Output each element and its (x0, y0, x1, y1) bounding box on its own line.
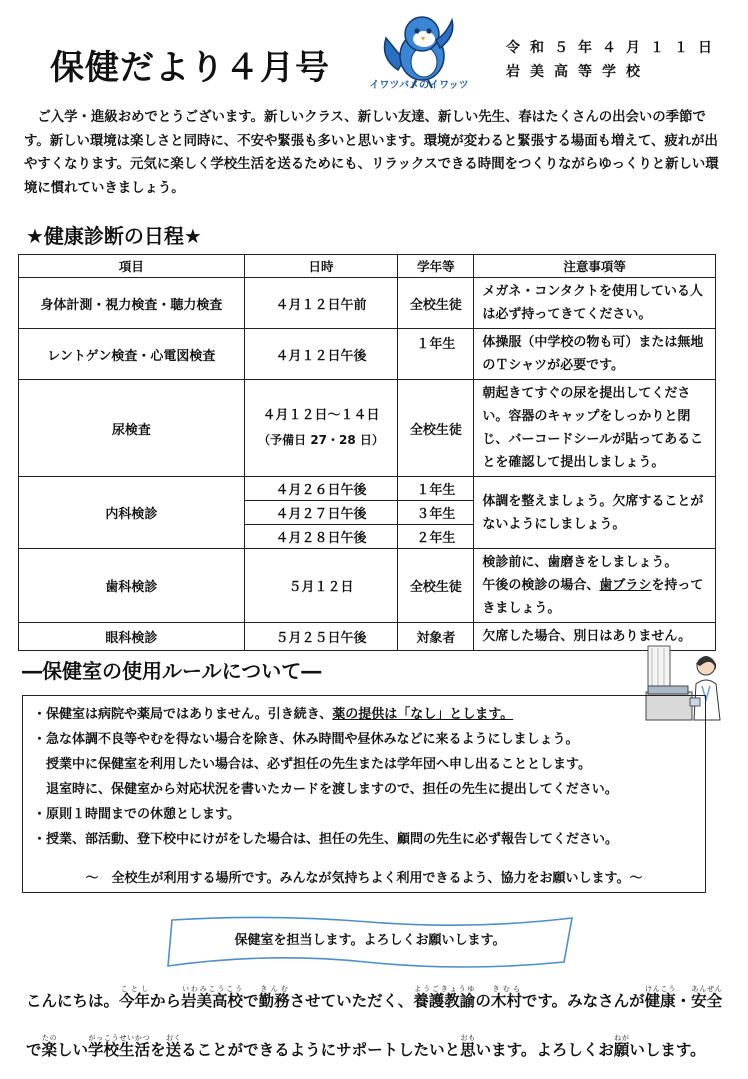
schedule-heading: ★健康診断の日程★ (26, 224, 202, 248)
checkup-date-cell (244, 380, 398, 477)
intro-paragraph: ご入学・進級おめでとうございます。新しいクラス、新しい友達、新しい先生、春はたくさんの出会いの季節です。新しい環境は楽しさと同時に、不安や緊張も多いと思います。環境が変わると緊張する場面も増えて、疲れが出やすくなります。元気に楽しく学校生活を送るためにも、リラックスできる時間をつくりながらゆっくりと新しい環境に慣れていきましょう。 (24, 110, 719, 196)
note-line: 検診前に、歯磨きをしましょう。 (482, 555, 678, 570)
checkup-note: 体操服（中学校の物も可）または無地のＴシャツが必要です。 (474, 329, 716, 380)
no-medicine-underlined: 薬の提供は「なし」とします。 (332, 707, 514, 722)
newsletter-title: 保健だより４月号 (50, 48, 330, 88)
checkup-grade: １年生 (398, 329, 474, 380)
mascot-caption: イワツバメのイワッツ (369, 80, 469, 91)
note-line: 午後の検診の場合、 (482, 578, 600, 593)
checkup-date-reserve: （予備日 27・28 日） (258, 433, 384, 447)
rule-item: ・保健室は病院や薬局ではありません。引き続き、薬の提供は「なし」とします。 (33, 707, 514, 722)
ruby-word: 送おく (165, 1034, 182, 1059)
ruby-word: 勤務きんむ (258, 985, 290, 1010)
checkup-item: レントゲン検査・心電図検査 (19, 329, 245, 380)
checkup-note: メガネ・コンタクトを使用している人は必ず持ってきてください。 (474, 278, 716, 329)
checkup-grade: ２年生 (398, 525, 474, 549)
greeting-line-1: こんにちは。今年ことしから岩美高校いわみこうこうで勤務きんむさせていただく、養護教諭ようごきょうゆの木村きむらです。みなさんが健康けんこう・安全あんぜん (26, 985, 723, 1010)
ruby-word: 思おも (460, 1034, 476, 1059)
rule-item: ・授業、部活動、登下校中にけがをした場合は、担任の先生、顧問の先生に必ず報告してください。 (33, 832, 619, 847)
col-header-grade: 学年等 (398, 255, 474, 278)
banner-message: 保健室を担当します。よろしくお願いします。 (234, 933, 506, 948)
rules-closing-message: ～ 全校生が利用する場所です。みんなが気持ちよく利用できるよう、協力をお願いします。～ (85, 871, 643, 886)
checkup-date: ４月２６日午後 (244, 477, 398, 501)
rule-item: 授業中に保健室を利用したい場合は、必ず担任の先生または学年団へ申し出ることとします。 (46, 757, 591, 772)
checkup-date: ５月１２日 (244, 549, 398, 623)
rule-item: 退室時に、保健室から対応状況を書いたカードを渡しますので、担任の先生に提出してください。 (46, 782, 618, 797)
ruby-word: 楽たの (41, 1034, 58, 1059)
checkup-date: ４月２７日午後 (244, 501, 398, 525)
ruby-word: 岩美高校いわみこうこう (181, 985, 244, 1010)
checkup-grade: 対象者 (398, 623, 474, 651)
table-row (19, 278, 716, 329)
checkup-note: 朝起きてすぐの尿を提出してください。容器のキャップをしっかりと閉じ、バーコードシールが貼ってあることを確認して提出しましょう。 (474, 380, 716, 477)
table-row (19, 623, 716, 651)
checkup-grade: １年生 (398, 477, 474, 501)
checkup-date: ４月１２日～１４日 (262, 408, 380, 423)
ruby-word: 木村きむら (490, 985, 522, 1010)
ruby-word: 健康けんこう (644, 985, 676, 1010)
checkup-date: ４月２８日午後 (244, 525, 398, 549)
header-dateline (506, 36, 722, 84)
checkup-grade: 全校生徒 (398, 549, 474, 623)
checkup-grade: 全校生徒 (398, 278, 474, 329)
col-header-date: 日時 (244, 255, 398, 278)
checkup-grade: 全校生徒 (398, 380, 474, 477)
ruby-word: 安全あんぜん (691, 985, 723, 1010)
table-row (19, 549, 716, 623)
rule-item: ・原則１時間までの休憩とします。 (33, 807, 240, 822)
rules-heading: ―保健室の使用ルールについて― (22, 659, 322, 683)
checkup-item: 内科検診 (19, 477, 245, 549)
checkup-note: 体調を整えましょう。欠席することがないようにしましょう。 (474, 477, 716, 549)
health-checkup-schedule-table (18, 254, 716, 651)
toothbrush-underlined: 歯ブラシ (599, 578, 652, 593)
ruby-word: 養護教諭ようごきょうゆ (413, 985, 476, 1010)
checkup-note (474, 549, 716, 623)
checkup-date: ４月１２日午前 (244, 278, 398, 329)
checkup-item: 尿検査 (19, 380, 245, 477)
col-header-notes: 注意事項等 (474, 255, 716, 278)
table-row (19, 380, 716, 477)
table-row (19, 477, 716, 501)
ruby-word: 今年ことし (119, 985, 151, 1010)
col-header-item: 項目 (19, 255, 245, 278)
greeting-line-2: で楽たのしい学校生活がっこうせいかつを送おくることができるようにサポートしたいと思おもいます。よろしくお願ねがいします。 (26, 1034, 706, 1059)
checkup-grade: ３年生 (398, 501, 474, 525)
checkup-item: 眼科検診 (19, 623, 245, 651)
checkup-date: ４月１２日午後 (244, 329, 398, 380)
checkup-note: 欠席した場合、別日はありません。 (474, 623, 716, 651)
checkup-item: 歯科検診 (19, 549, 245, 623)
rule-item: ・急な体調不良等やむを得ない場合を除き、休み時間や昼休みなどに来るようにしましょう。 (33, 732, 579, 747)
checkup-date: ５月２５日午後 (244, 623, 398, 651)
table-header-row (19, 255, 716, 278)
school-name: 岩美高等学校 (506, 64, 650, 80)
checkup-item: 身体計測・視力検査・聴力検査 (19, 278, 245, 329)
table-row (19, 329, 716, 380)
ruby-word: 願ねが (613, 1034, 630, 1059)
issue-date: 令和５年４月１１日 (506, 40, 722, 56)
note-line: を持ってきましょう。 (482, 578, 704, 616)
ruby-word: 学校生活がっこうせいかつ (88, 1034, 151, 1059)
health-room-rules-box (22, 695, 706, 893)
